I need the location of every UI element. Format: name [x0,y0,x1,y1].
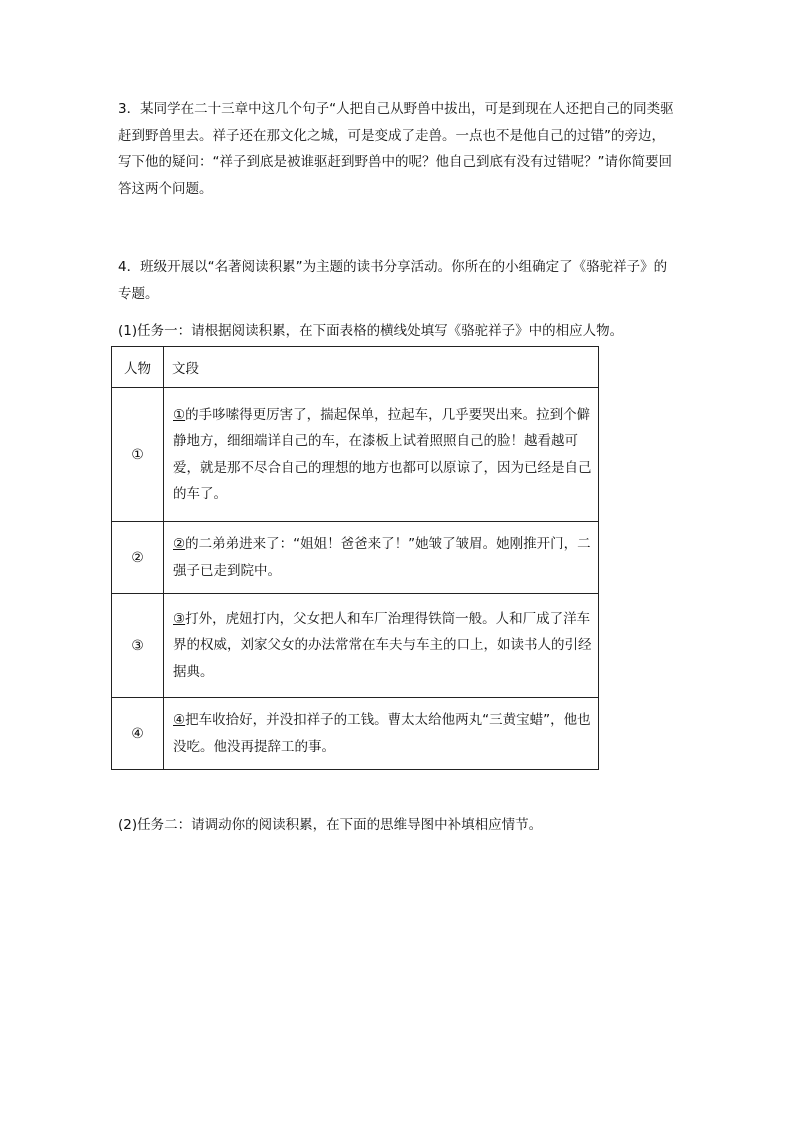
character-table [111,346,599,770]
passage-body: 的二弟弟进来了：“姐姐！爸爸来了！”她皱了皱眉。她刚推开门，二强子已走到院中。 [173,536,591,579]
blank-mark: ① [173,406,186,423]
blank-mark: ④ [173,712,186,728]
passage-text [164,594,599,698]
passage-text [164,698,599,770]
passage-text [164,388,599,522]
table-row [112,388,599,522]
passage-body: 的手哆嗦得更厉害了，揣起保单，拉起车，几乎要哭出来。拉到个僻静地方，细细端详自己的车，在漆板上试着照照自己的脸！越看越可爱，就是那不尽合自己的理想的地方也都可以原谅了，因为已经是自己的车了。 [173,406,592,502]
blank-mark: ② [173,536,186,552]
blank-number: ④ [112,698,164,770]
blank-mark: ③ [173,610,186,627]
blank-number: ① [112,388,164,522]
passage-body: 把车收拾好，并没扣祥子的工钱。曹太太给他两丸“三黄宝蜡”，他也没吃。他没再提辞工的事。 [173,712,591,755]
passage-text [164,522,599,594]
table-row [112,522,599,594]
table-header-row [112,347,599,388]
table-row [112,594,599,698]
question-3: 3．某同学在二十三章中这几个句子“人把自己从野兽中拔出，可是到现在人还把自己的同类驱赶到野兽里去。祥子还在那文化之城，可是变成了走兽。一点也不是他自己的过错”的旁边，写下他的疑问：“祥子到底是被谁驱赶到野兽中的呢？他自己到底有没有过错呢？”请你简要回答这两个问题。 [118,101,674,197]
table-row [112,698,599,770]
task-1-instruction: (1)任务一：请根据阅读积累，在下面表格的横线处填写《骆驼祥子》中的相应人物。 [118,323,624,339]
task-2-instruction: (2)任务二：请调动你的阅读积累，在下面的思维导图中补填相应情节。 [118,817,543,833]
passage-body: 打外，虎妞打内，父女把人和车厂治理得铁筒一般。人和厂成了洋车界的权威，刘家父女的办法常常在车夫与车主的口上，如读书人的引经据典。 [173,610,592,680]
blank-number: ③ [112,594,164,698]
question-4-intro: 4．班级开展以“名著阅读积累”为主题的读书分享活动。你所在的小组确定了《骆驼祥子》的专题。 [118,259,668,302]
blank-number: ② [112,522,164,594]
header-character: 人物 [112,347,164,388]
header-passage: 文段 [164,347,599,388]
